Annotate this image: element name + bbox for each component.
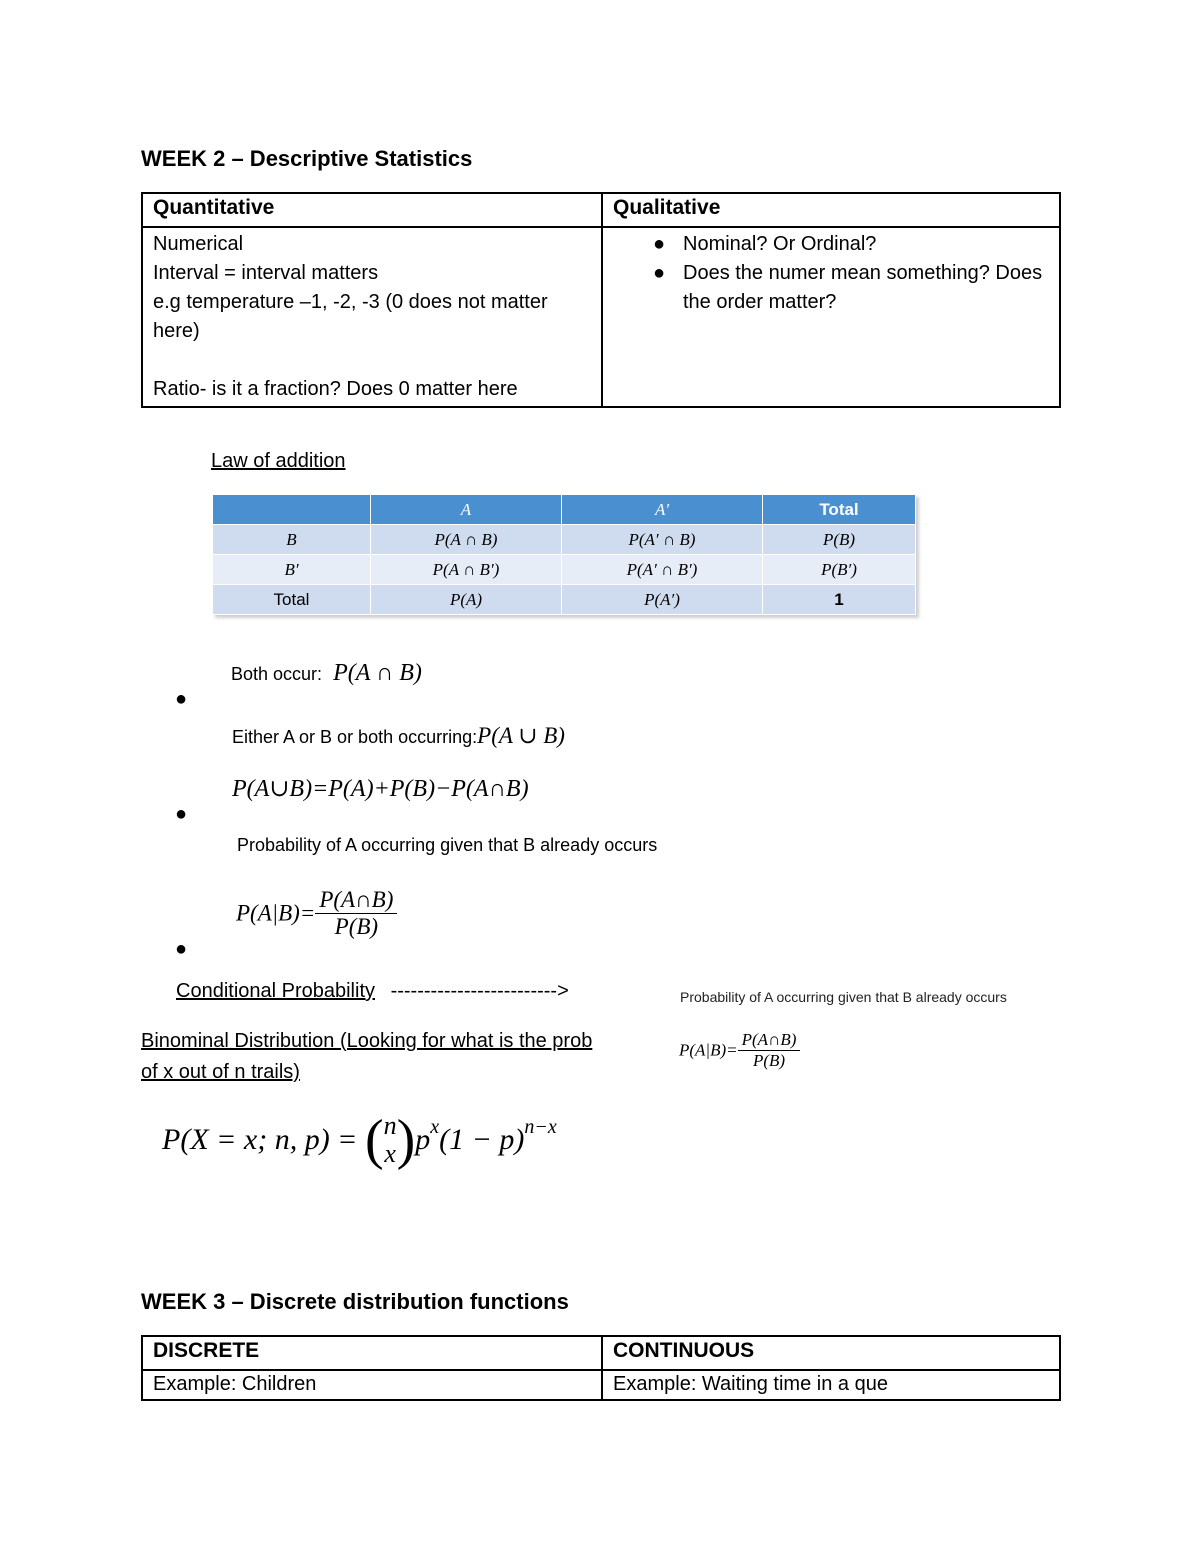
prob-cell: P(B′) (763, 555, 916, 585)
qualitative-header: Qualitative (602, 193, 1060, 227)
prob-cell: 1 (763, 585, 916, 615)
either-occur-formula: P(A ∪ B) (477, 723, 565, 748)
side-conditional-formula (679, 1030, 800, 1071)
qualitative-bullet: ● Does the numer mean something? Does the order matter? (653, 262, 1043, 313)
quantitative-header: Quantitative (142, 193, 602, 227)
continuous-header: CONTINUOUS (602, 1336, 1060, 1370)
conditional-denominator: P(B) (334, 914, 379, 939)
prob-cell: P(A) (371, 585, 562, 615)
prob-cell: B′ (213, 555, 371, 585)
binomial-top: n (383, 1111, 397, 1140)
bullet-dot: ● (175, 803, 188, 825)
law-of-addition-title: Law of addition (211, 450, 346, 472)
week2-title: WEEK 2 – Descriptive Statistics (141, 146, 473, 171)
addition-rule-formula: P(A∪B)=P(A)+P(B)−P(A∩B) (232, 776, 529, 802)
qualitative-bullet: ● Nominal? Or Ordinal? (653, 233, 877, 255)
binomial-bottom: x (384, 1139, 396, 1168)
binomial-formula: P(X = x; n, p) = ( n x )$p^x(1 - p)^{n-x}$ (162, 1109, 557, 1171)
distribution-table (141, 1335, 1061, 1401)
prob-cell: B (213, 525, 371, 555)
prob-cell: P(A′ ∩ B) (562, 525, 763, 555)
bullet-dot: ● (175, 938, 188, 960)
descriptive-table (141, 192, 1061, 408)
prob-cell: Total (213, 585, 371, 615)
arrow: -------------------------> (390, 980, 569, 1002)
prob-cell: P(A′ ∩ B′) (562, 555, 763, 585)
quantitative-line: Interval = interval matters (153, 262, 379, 284)
conditional-probability-title: Conditional Probability (176, 980, 376, 1002)
both-occur (231, 660, 422, 687)
side-conditional-lhs: P(A|B)= (679, 1040, 738, 1060)
conditional-formula (236, 887, 397, 940)
probability-table (212, 494, 916, 615)
conditional-lhs: P(A|B)= (236, 900, 316, 926)
discrete-value: Example: Children (142, 1370, 602, 1400)
prob-cell: P(A′) (562, 585, 763, 615)
binomial-middle: (1 − p) (439, 1123, 525, 1156)
binomial-sup-x: x (430, 1115, 440, 1138)
prob-header-cell: A′ (562, 495, 763, 525)
binomial-lhs: P(X = x; n, p) = (162, 1123, 358, 1156)
both-occur-formula: P(A ∩ B) (333, 660, 422, 686)
prob-cell: P(A ∩ B) (371, 525, 562, 555)
quantitative-line: Numerical (153, 233, 244, 255)
side-conditional-label: Probability of A occurring given that B already occurs (680, 989, 1007, 1005)
quantitative-line: Ratio- is it a fraction? Does 0 matter here (153, 378, 518, 400)
conditional-label: Probability of A occurring given that B already occurs (237, 835, 658, 855)
week3-title: WEEK 3 – Discrete distribution functions (141, 1289, 569, 1314)
discrete-header: DISCRETE (142, 1336, 602, 1370)
binomial-title-line: Binominal Distribution (Looking for what is the prob (141, 1030, 593, 1052)
bullet-dot: ● (175, 688, 188, 710)
continuous-value: Example: Waiting time in a que (602, 1370, 1060, 1400)
binomial-p: p (415, 1123, 431, 1156)
prob-header-cell (213, 495, 371, 525)
prob-header-cell: A (371, 495, 562, 525)
quantitative-line: e.g temperature –1, -2, -3 (0 does not matter here) (153, 291, 548, 342)
binomial-title (141, 1026, 592, 1088)
either-occur-label: Either A or B or both occurring: (232, 727, 478, 747)
quantitative-cell (142, 227, 602, 407)
conditional-numerator: P(A∩B) (315, 887, 397, 914)
qualitative-cell (602, 227, 1060, 407)
prob-cell: P(A ∩ B′) (371, 555, 562, 585)
either-occur (232, 723, 565, 749)
conditional-probability-heading (176, 980, 569, 1003)
prob-cell: P(B) (763, 525, 916, 555)
binomial-sup-nx: n−x (524, 1115, 557, 1138)
both-occur-label: Both occur: (231, 664, 323, 684)
side-conditional-denominator: P(B) (752, 1051, 786, 1070)
binomial-title-line: of x out of n trails) (141, 1061, 300, 1083)
side-conditional-numerator: P(A∩B) (738, 1030, 801, 1051)
prob-header-cell: Total (763, 495, 916, 525)
